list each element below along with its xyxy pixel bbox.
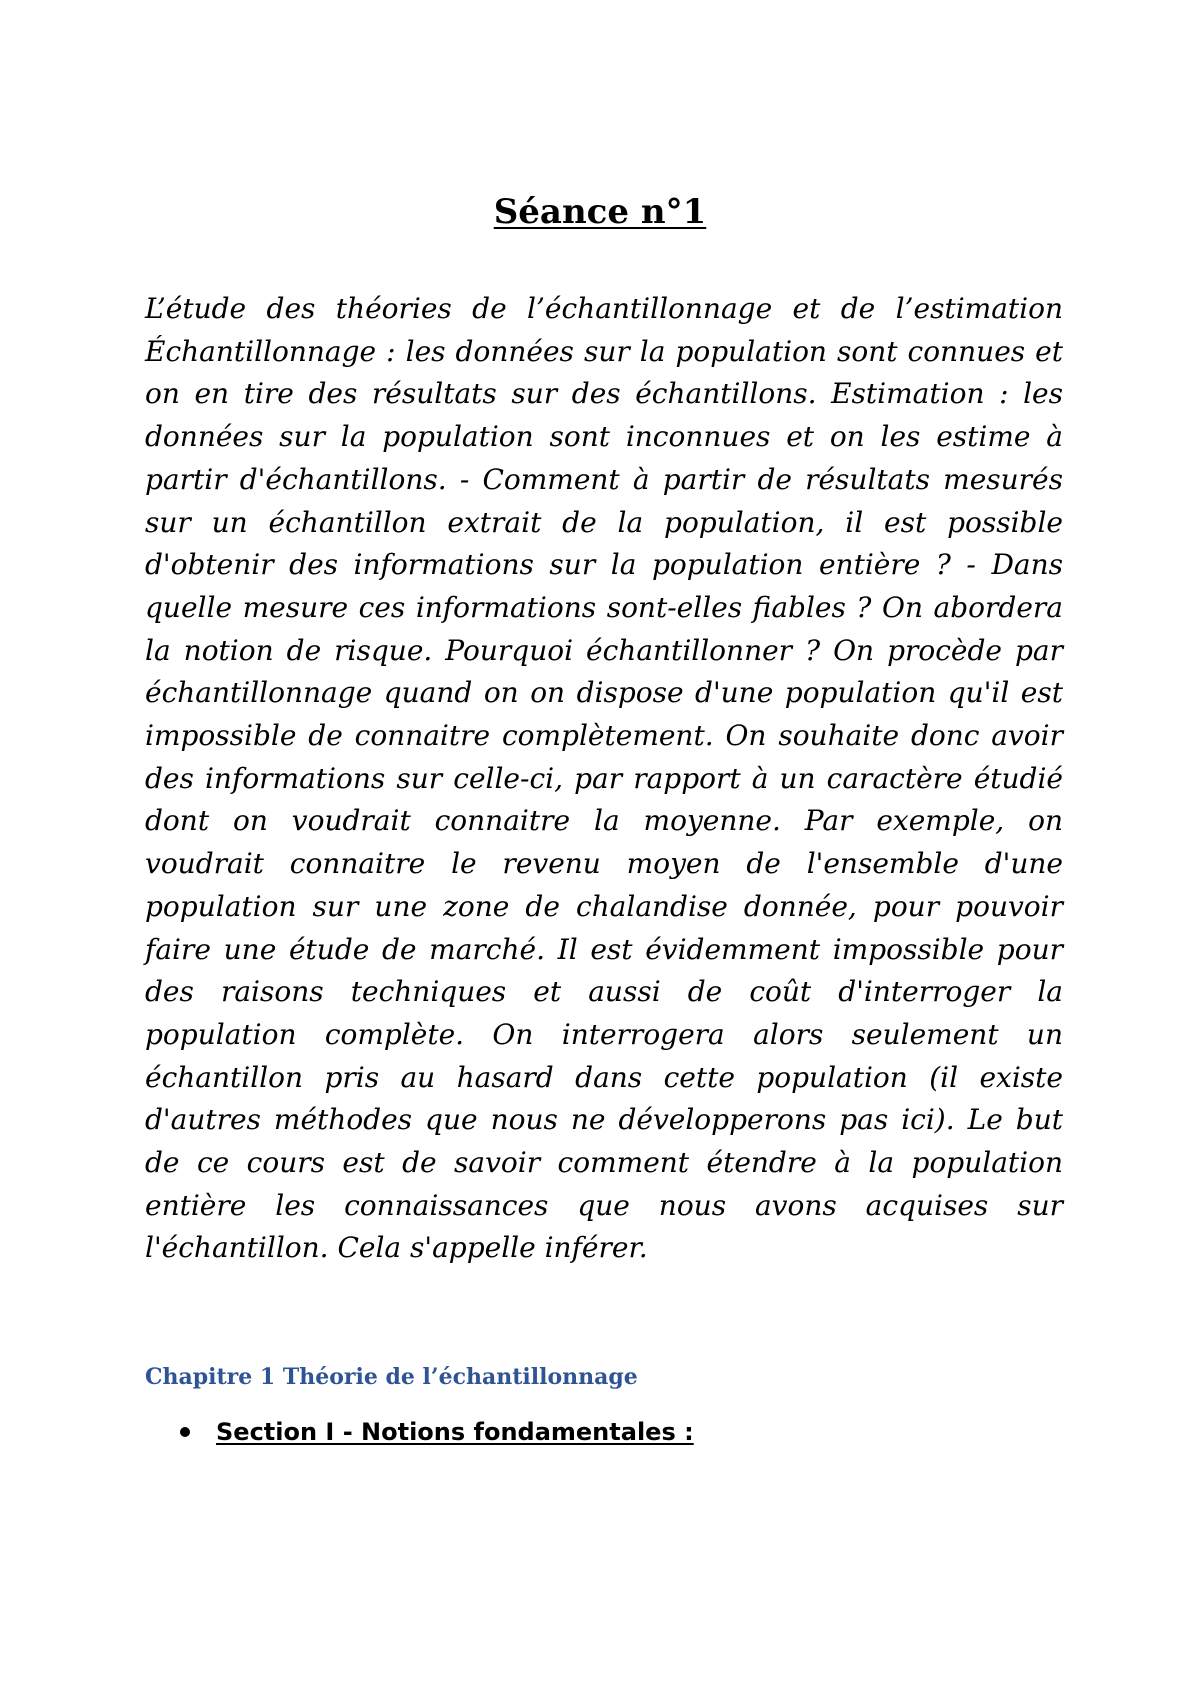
page-title [0, 192, 1200, 232]
chapter-heading: Chapitre 1 Théorie de l’échantillonnage [145, 1364, 638, 1390]
section-list-item [180, 1418, 694, 1446]
bullet-icon [180, 1427, 190, 1437]
section-heading: Section I - Notions fondamentales : [216, 1418, 694, 1446]
page-title-text: Séance n°1 [493, 192, 707, 232]
body-paragraph: L’étude des théories de l’échantillonnage et de l’estimation Échantillonnage : les données sur la population sont connues et on en tire des résultats sur des échantillons. Estimation : les données sur la population sont inconnues et on les estime à partir d'échantillons. - Comment à partir de résultats mesurés sur un échantillon extrait de la population, il est possible d'obtenir des informations sur la population entière ? - Dans quelle mesure ces informations sont-elles fiables ? On abordera la notion de risque. Pourquoi échantillonner ? On procède par échantillonnage quand on on dispose d'une population qu'il est impossible de connaitre complètement. On souhaite donc avoir des informations sur celle-ci, par rapport à un caractère étudié dont on voudrait connaitre la moyenne. Par exemple, on voudrait connaitre le revenu moyen de l'ensemble d'une population sur une zone de chalandise donnée, pour pouvoir faire une étude de marché. Il est évidemment impossible pour des raisons techniques et aussi de coût d'interroger la population complète. On interrogera alors seulement un échantillon pris au hasard dans cette population (il existe d'autres méthodes que nous ne développerons pas ici). Le but de ce cours est de savoir comment étendre à la population entière les connaissances que nous avons acquises sur l'échantillon. Cela s'appelle inférer. [145, 292, 1063, 1265]
